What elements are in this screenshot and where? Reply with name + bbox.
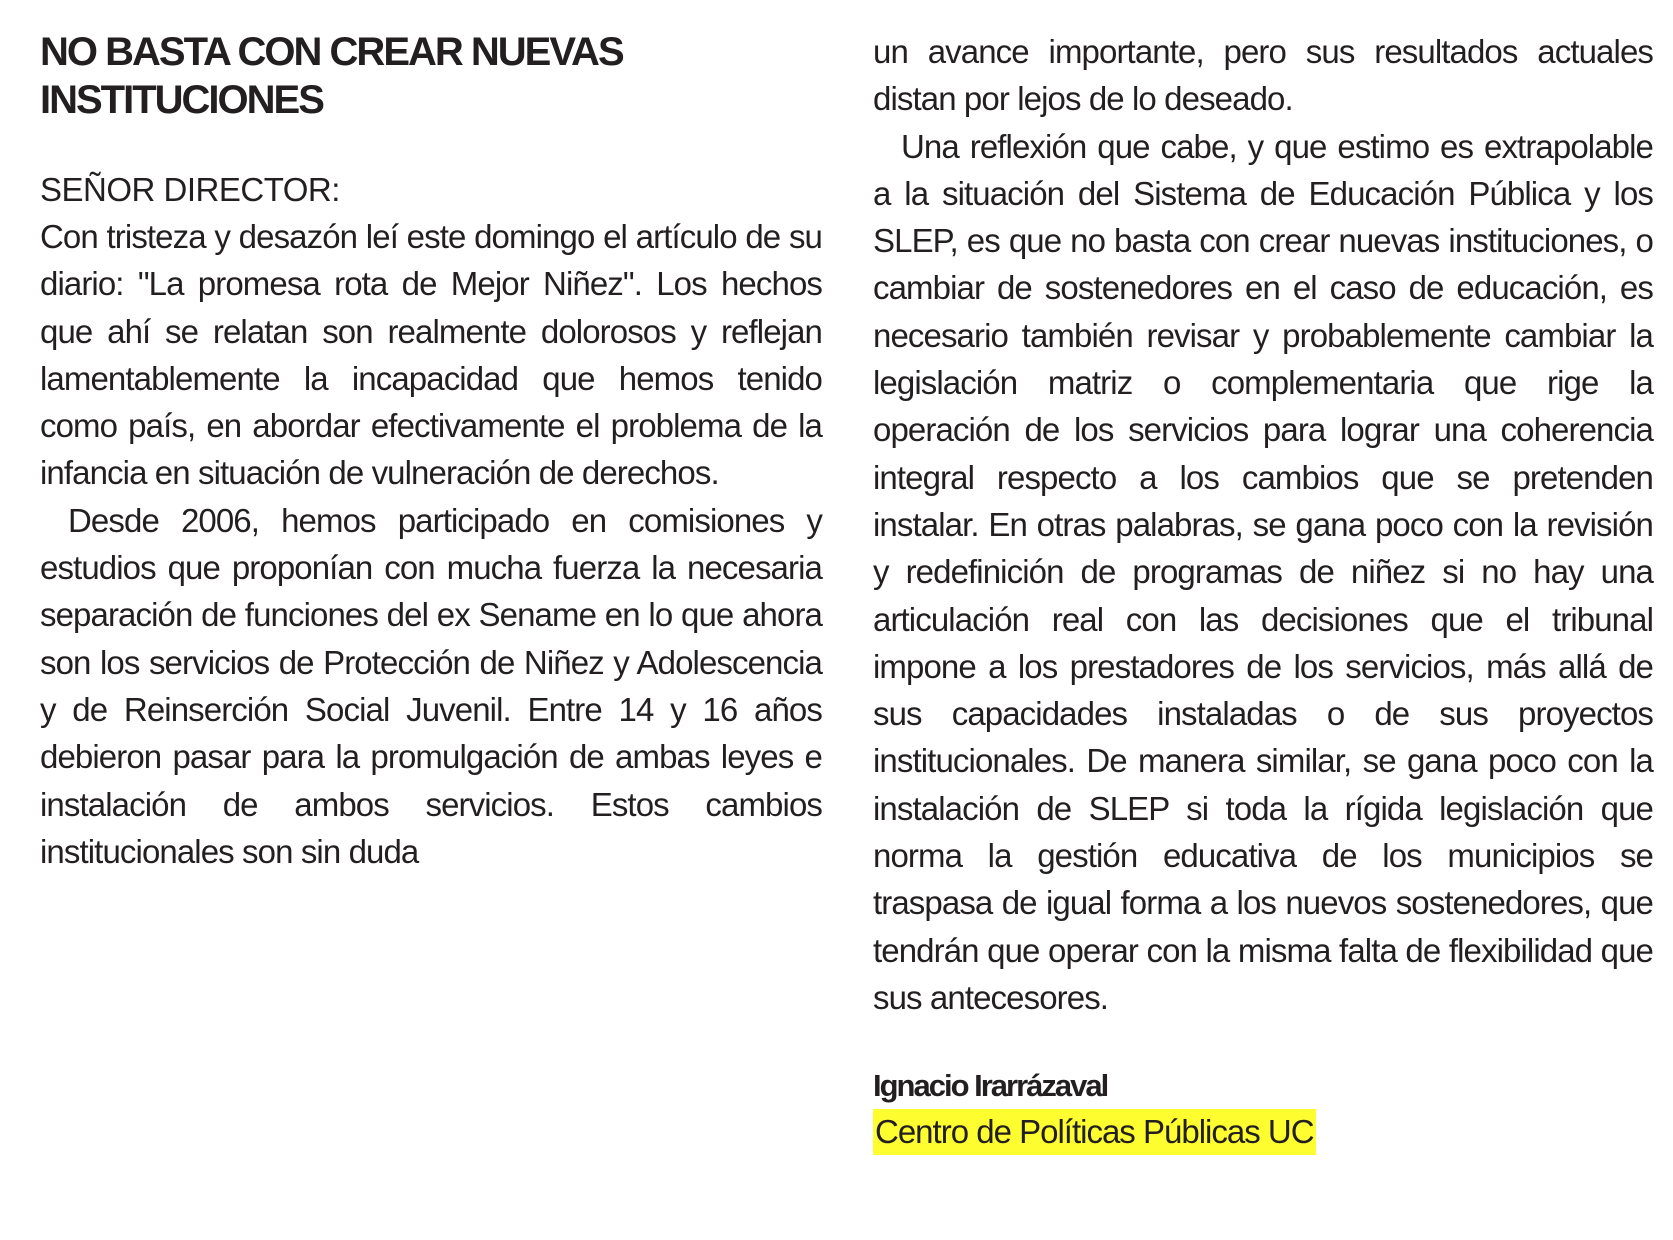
- right-column: [873, 28, 1653, 1155]
- paragraph-2: Desde 2006, hemos participado en comisiones y estudios que proponían con mucha fuerza la necesaria separación de funciones del ex Sename en lo que ahora son los servicios de Protección de Niñez y Adolescencia y de Reinserción Social Juvenil. Entre 14 y 16 años debieron pasar para la promulgación de ambas leyes e instalación de ambos servicios. Estos cambios institucionales son sin duda: [40, 501, 822, 870]
- left-column: [40, 28, 822, 875]
- author-affiliation: Centro de Políticas Públicas UC: [873, 1109, 1316, 1155]
- paragraph-3: Una reflexión que cabe, y que estimo es extrapolable a la situación del Sistema de Educación Pública y los SLEP, es que no basta con crear nuevas instituciones, o cambiar de sostenedores en el caso de educación, es necesario también revisar y probablemente cambiar la legislación matriz o complementaria que rige la operación de los servicios para lograr una coherencia integral respecto a los cambios que se pretenden instalar. En otras palabras, se gana poco con la revisión y redefinición de programas de niñez si no hay una articulación real con las decisiones que el tribunal impone a los prestadores de los servicios, más allá de sus capacidades instaladas o de sus proyectos institucionales. De manera similar, se gana poco con la instalación de SLEP si toda la rígida legislación que norma la gestión educativa de los municipios se traspasa de igual forma a los nuevos sostenedores, que tendrán que operar con la misma falta de flexibilidad que sus antecesores.: [873, 127, 1653, 1016]
- salutation: SEÑOR DIRECTOR:: [40, 171, 340, 208]
- headline: NO BASTA CON CREAR NUEVAS INSTITUCIONES: [40, 30, 623, 122]
- paragraph-1: Con tristeza y desazón leí este domingo el artículo de su diario: "La promesa rota de Mejor Niñez". Los hechos que ahí se relatan son realmente dolorosos y reflejan lamentablemente la incapacidad que hemos tenido como país, en abordar efectivamente el problema de la infancia en situación de vulneración de derechos.: [40, 218, 822, 492]
- paragraph-2-continued: un avance importante, pero sus resultados actuales distan por lejos de lo deseado.: [873, 33, 1653, 118]
- signature: [873, 1063, 1653, 1155]
- author-name: Ignacio Irarrázaval: [873, 1068, 1108, 1104]
